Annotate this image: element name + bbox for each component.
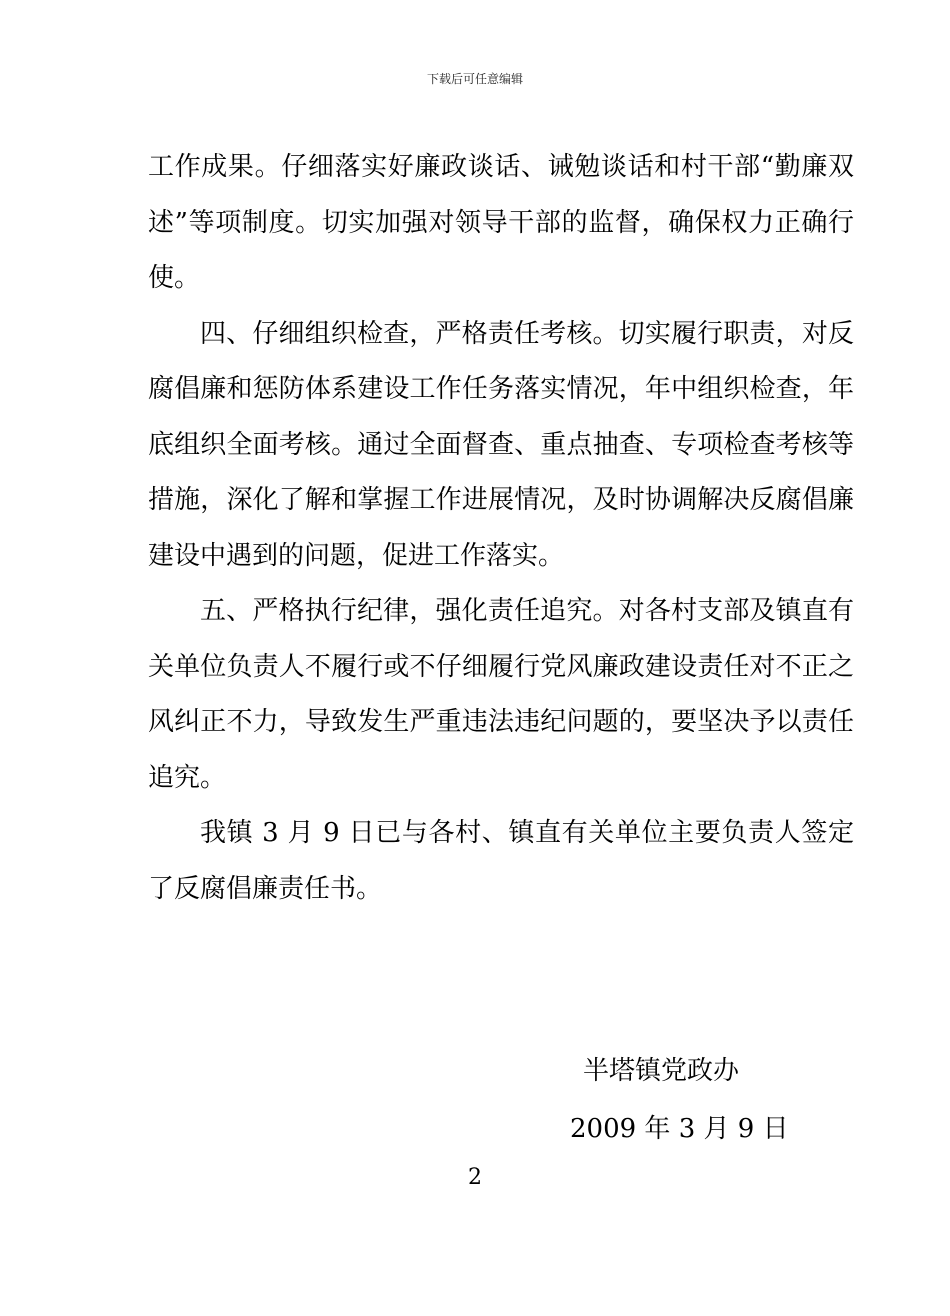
paragraph-responsibility-agreement: 我镇 3 月 9 日已与各村、镇直有关单位主要负责人签定了反腐倡廉责任书。	[148, 818, 854, 904]
paragraph-continuation: 工作成果。仔细落实好廉政谈话、诫勉谈话和村干部“勤廉双述”等项制度。切实加强对领导干部的监督，确保权力正确行使。	[148, 152, 854, 293]
paragraph-section-four: 四、仔细组织检查，严格责任考核。切实履行职责，对反腐倡廉和惩防体系建设工作任务落实情况，年中组织检查，年底组织全面考核。通过全面督查、重点抽查、专项检查考核等措施，深化了解和掌握工作进展情况，及时协调解决反腐倡廉建设中遇到的问题，促进工作落实。	[148, 318, 854, 571]
paragraph-section-five: 五、严格执行纪律，强化责任追究。对各村支部及镇直有关单位负责人不履行或不仔细履行党风廉政建设责任对不正之风纠正不力，导致发生严重违法违纪问题的，要坚决予以责任追究。	[148, 596, 854, 793]
signature-date: 2009 年 3 月 9 日	[570, 1114, 789, 1144]
signature-organization: 半塔镇党政办	[583, 1056, 740, 1086]
page-number: 2	[468, 1165, 482, 1190]
document-body	[148, 140, 854, 917]
page-header-note: 下载后可任意编辑	[426, 72, 523, 86]
